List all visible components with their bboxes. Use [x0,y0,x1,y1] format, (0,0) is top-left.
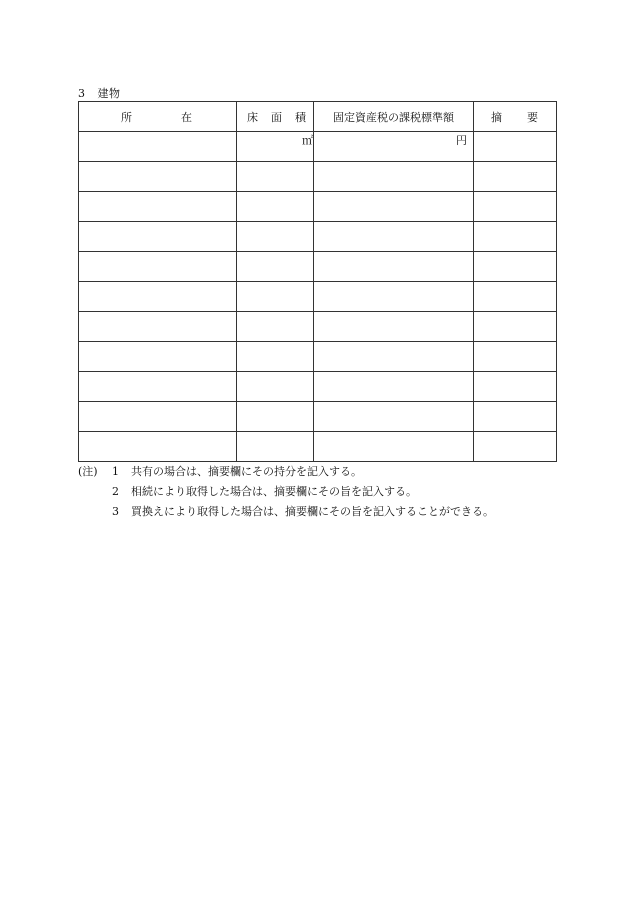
note-text: 共有の場合は、摘要欄にその持分を記入する。 [131,465,362,478]
header-floor-area [237,102,314,132]
cell-floor-area[interactable] [237,132,314,162]
header-location [79,102,237,132]
cell-location[interactable] [79,282,237,312]
cell-tax-value[interactable] [314,222,474,252]
header-location-char: 所 [121,110,132,124]
cell-location[interactable] [79,192,237,222]
table-row [79,222,557,252]
header-remarks-char: 摘 [491,110,502,124]
cell-tax-value[interactable] [314,192,474,222]
cell-floor-area[interactable] [237,222,314,252]
note-number: 1 [112,465,119,478]
cell-floor-area[interactable] [237,402,314,432]
header-floor-area-char: 床 [247,110,258,124]
header-location-char: 在 [181,110,192,124]
cell-floor-area[interactable] [237,372,314,402]
notes-prefix: (注) [78,465,98,478]
table-row [79,402,557,432]
cell-location[interactable] [79,252,237,282]
cell-remarks[interactable] [474,192,557,222]
note-number: 3 [112,505,119,518]
header-tax-value: 固定資産税の課税標準額 [314,102,474,132]
cell-remarks[interactable] [474,252,557,282]
table-row [79,132,557,162]
cell-location[interactable] [79,342,237,372]
header-floor-area-char: 積 [295,110,306,124]
cell-tax-value[interactable] [314,372,474,402]
cell-floor-area[interactable] [237,162,314,192]
note-item [78,482,494,502]
cell-tax-value[interactable] [314,252,474,282]
cell-location[interactable] [79,312,237,342]
section-title [78,85,121,101]
table-row [79,372,557,402]
cell-remarks[interactable] [474,132,557,162]
cell-remarks[interactable] [474,432,557,462]
cell-location[interactable] [79,132,237,162]
building-table [78,101,557,462]
cell-location[interactable] [79,222,237,252]
cell-floor-area[interactable] [237,282,314,312]
table-header-row [79,102,557,132]
note-item [78,462,494,482]
section-name: 建物 [97,87,121,100]
note-text: 相続により取得した場合は、摘要欄にその旨を記入する。 [131,485,417,498]
cell-tax-value[interactable] [314,132,474,162]
cell-tax-value[interactable] [314,312,474,342]
note-text: 買換えにより取得した場合は、摘要欄にその旨を記入することができる。 [131,505,494,518]
cell-location[interactable] [79,402,237,432]
section-number: 3 [78,87,86,100]
cell-floor-area[interactable] [237,252,314,282]
header-floor-area-char: 面 [271,110,282,124]
cell-remarks[interactable] [474,282,557,312]
cell-remarks[interactable] [474,342,557,372]
cell-remarks[interactable] [474,372,557,402]
cell-location[interactable] [79,372,237,402]
cell-tax-value[interactable] [314,162,474,192]
table-row [79,162,557,192]
cell-remarks[interactable] [474,312,557,342]
cell-floor-area[interactable] [237,432,314,462]
note-item [78,502,494,522]
cell-location[interactable] [79,162,237,192]
table-row [79,252,557,282]
cell-floor-area[interactable] [237,342,314,372]
unit-area: ㎡ [302,134,313,147]
cell-tax-value[interactable] [314,432,474,462]
cell-floor-area[interactable] [237,312,314,342]
cell-remarks[interactable] [474,162,557,192]
table-row [79,312,557,342]
cell-tax-value[interactable] [314,402,474,432]
notes-block [78,462,494,522]
table-row [79,342,557,372]
note-number: 2 [112,485,119,498]
table-row [79,432,557,462]
cell-tax-value[interactable] [314,342,474,372]
table-row [79,192,557,222]
cell-remarks[interactable] [474,222,557,252]
cell-tax-value[interactable] [314,282,474,312]
header-remarks-char: 要 [527,110,538,124]
cell-location[interactable] [79,432,237,462]
cell-remarks[interactable] [474,402,557,432]
cell-floor-area[interactable] [237,192,314,222]
unit-currency: 円 [456,134,467,147]
header-remarks [474,102,557,132]
table-row [79,282,557,312]
